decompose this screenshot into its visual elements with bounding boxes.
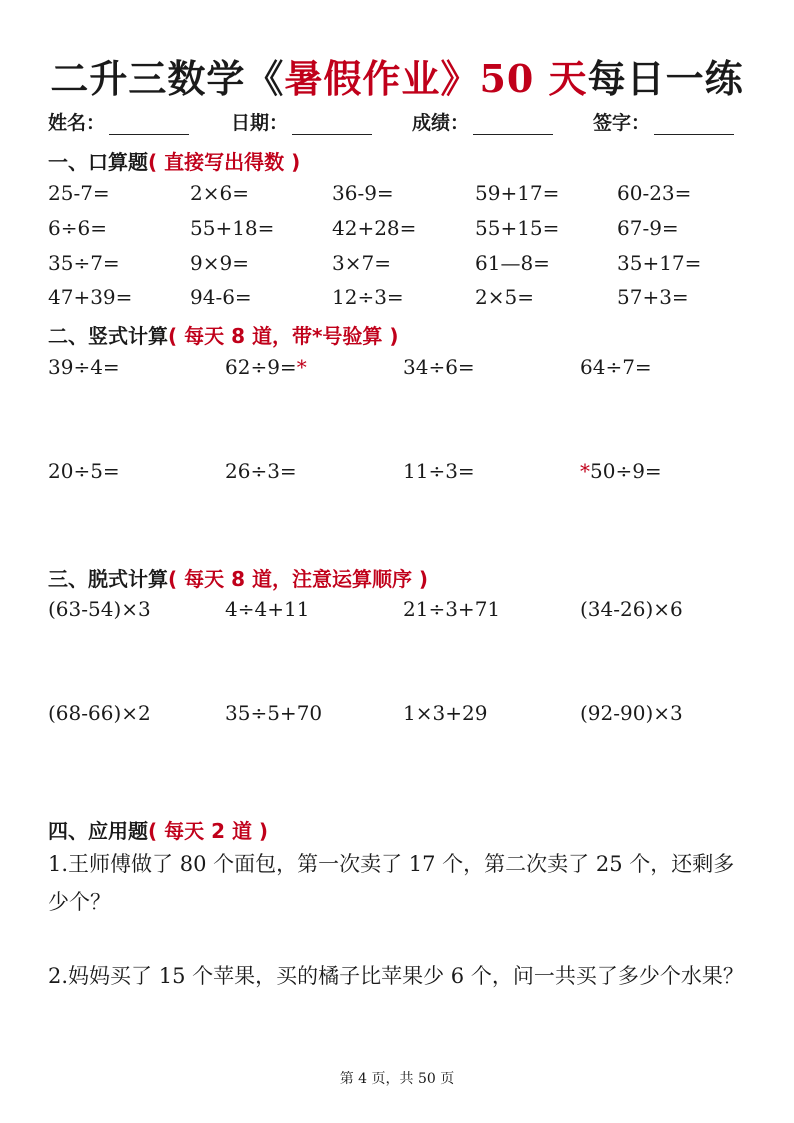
stepwise-problem: (34-26)×6	[580, 597, 683, 621]
sign-field[interactable]	[593, 108, 734, 135]
section-title: 四、应用题	[48, 819, 148, 843]
name-blank[interactable]	[109, 114, 189, 135]
score-label: 成绩：	[412, 112, 470, 134]
stepwise-problem: 4÷4+11	[225, 597, 310, 621]
oral-problem: 3×7=	[332, 251, 391, 275]
student-info-row	[48, 108, 748, 138]
vertical-problem	[225, 355, 307, 379]
oral-problem: 6÷6=	[48, 216, 107, 240]
oral-problem: 47+39=	[48, 285, 133, 309]
oral-problem: 35+17=	[617, 251, 702, 275]
oral-problem: 12÷3=	[332, 285, 404, 309]
oral-problem: 57+3=	[617, 285, 689, 309]
section-stepwise-heading	[48, 563, 428, 592]
section-oral-heading	[48, 146, 300, 175]
oral-problem: 55+18=	[190, 216, 275, 240]
oral-problem: 42+28=	[332, 216, 417, 240]
section-title: 三、脱式计算	[48, 567, 168, 591]
vertical-problem: 34÷6=	[403, 355, 475, 379]
oral-problem: 36-9=	[332, 181, 394, 205]
title-part-4: 每日一练	[587, 56, 744, 101]
stepwise-problem: (68-66)×2	[48, 701, 151, 725]
oral-problem: 61—8=	[475, 251, 550, 275]
stepwise-problem: 21÷3+71	[403, 597, 501, 621]
name-field[interactable]	[48, 108, 189, 135]
check-star-icon: *	[580, 459, 590, 483]
title-part-2: 暑假作业	[284, 56, 441, 101]
oral-problem: 2×6=	[190, 181, 249, 205]
title-part-1: 二升三数学《	[50, 56, 285, 101]
vertical-problem	[580, 459, 662, 483]
oral-problem: 2×5=	[475, 285, 534, 309]
oral-problem: 67-9=	[617, 216, 679, 240]
sign-label: 签字：	[593, 112, 651, 134]
vertical-problem: 20÷5=	[48, 459, 120, 483]
section-title: 一、口算题	[48, 150, 148, 174]
section-note: ( 直接写出得数 )	[148, 150, 301, 174]
word-problem-1: 1.王师傅做了 80 个面包，第一次卖了 17 个，第二次卖了 25 个，还剩多少个？	[48, 852, 735, 914]
date-field[interactable]	[231, 108, 372, 135]
section-vertical-heading	[48, 320, 399, 349]
check-star-icon: *	[296, 355, 307, 379]
page-footer: 第 4 页，共 50 页	[339, 1071, 455, 1087]
section-title: 二、竖式计算	[48, 324, 168, 348]
name-label: 姓名：	[48, 112, 106, 134]
oral-problem: 25-7=	[48, 181, 110, 205]
stepwise-problem: (92-90)×3	[580, 701, 683, 725]
vertical-problem: 39÷4=	[48, 355, 120, 379]
score-field[interactable]	[412, 108, 553, 135]
vertical-problem: 11÷3=	[403, 459, 475, 483]
oral-problem: 9×9=	[190, 251, 249, 275]
title-part-3: 》50 天	[440, 56, 588, 101]
vertical-problem: 64÷7=	[580, 355, 652, 379]
section-note: ( 每天 8 道，注意运算顺序 )	[168, 567, 429, 591]
stepwise-problem: (63-54)×3	[48, 597, 151, 621]
section-note: ( 每天 8 道，带*号验算 )	[168, 324, 399, 348]
date-label: 日期：	[231, 112, 289, 134]
section-note: ( 每天 2 道 )	[148, 819, 269, 843]
oral-problem: 55+15=	[475, 216, 560, 240]
oral-problem: 59+17=	[475, 181, 560, 205]
oral-problem: 60-23=	[617, 181, 692, 205]
word-problem-2: 2.妈妈买了 15 个苹果，买的橘子比苹果少 6 个，问一共买了多少个水果？	[48, 964, 744, 988]
oral-problem: 35÷7=	[48, 251, 120, 275]
oral-problem: 94-6=	[190, 285, 252, 309]
page-title	[0, 48, 794, 103]
problem-text: 62÷9=	[225, 355, 297, 379]
stepwise-problem: 35÷5+70	[225, 701, 323, 725]
date-blank[interactable]	[292, 114, 372, 135]
stepwise-problem: 1×3+29	[403, 701, 488, 725]
score-blank[interactable]	[473, 114, 553, 135]
problem-text: 50÷9=	[590, 459, 662, 483]
sign-blank[interactable]	[654, 114, 734, 135]
section-word-problem-heading	[48, 815, 268, 844]
vertical-problem: 26÷3=	[225, 459, 297, 483]
